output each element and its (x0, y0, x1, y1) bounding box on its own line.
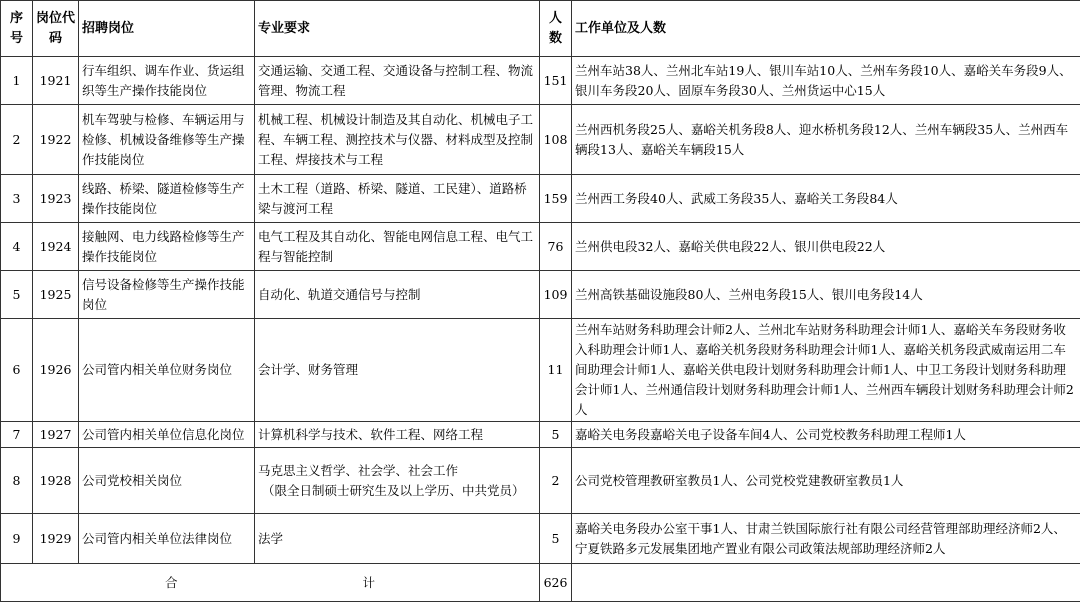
cell-count: 11 (540, 319, 572, 422)
header-row (1, 1, 1080, 57)
cell-position: 公司管内相关单位信息化岗位 (79, 422, 255, 448)
cell-seq: 3 (1, 175, 33, 223)
cell-units: 兰州西机务段25人、嘉峪关机务段8人、迎水桥机务段12人、兰州车辆段35人、兰州西车辆段13人、嘉峪关车辆段15人 (572, 105, 1080, 175)
header-units: 工作单位及人数 (572, 1, 1080, 57)
cell-code: 1922 (33, 105, 79, 175)
cell-count: 151 (540, 57, 572, 105)
cell-code: 1927 (33, 422, 79, 448)
header-count: 人数 (540, 1, 572, 57)
cell-seq: 2 (1, 105, 33, 175)
cell-code: 1924 (33, 223, 79, 271)
header-position: 招聘岗位 (79, 1, 255, 57)
cell-seq: 5 (1, 271, 33, 319)
cell-units: 兰州车站38人、兰州北车站19人、银川车站10人、兰州车务段10人、嘉峪关车务段9人、银川车务段20人、固原车务段30人、兰州货运中心15人 (572, 57, 1080, 105)
cell-count: 5 (540, 422, 572, 448)
major-text: 马克思主义哲学、社会学、社会工作 (258, 461, 536, 481)
cell-major: 交通运输、交通工程、交通设备与控制工程、物流管理、物流工程 (255, 57, 540, 105)
cell-major: 自动化、轨道交通信号与控制 (255, 271, 540, 319)
cell-major: 土木工程（道路、桥梁、隧道、工民建）、道路桥梁与渡河工程 (255, 175, 540, 223)
cell-major: 机械工程、机械设计制造及其自动化、机械电子工程、车辆工程、测控技术与仪器、材料成型及控制工程、焊接技术与工程 (255, 105, 540, 175)
cell-units: 公司党校管理教研室教员1人、公司党校党建教研室教员1人 (572, 448, 1080, 514)
major-note: （限全日制硕士研究生及以上学历、中共党员） (258, 481, 536, 501)
cell-major (255, 448, 540, 514)
cell-units: 嘉峪关电务段嘉峪关电子设备车间4人、公司党校教务科助理工程师1人 (572, 422, 1080, 448)
table-row (1, 223, 1080, 271)
header-code: 岗位代码 (33, 1, 79, 57)
cell-count: 5 (540, 514, 572, 564)
cell-units: 兰州西工务段40人、武威工务段35人、嘉峪关工务段84人 (572, 175, 1080, 223)
cell-position: 行车组织、调车作业、货运组织等生产操作技能岗位 (79, 57, 255, 105)
header-seq: 序号 (1, 1, 33, 57)
cell-position: 公司管内相关单位财务岗位 (79, 319, 255, 422)
table-row (1, 175, 1080, 223)
total-count: 626 (540, 564, 572, 602)
table-row (1, 422, 1080, 448)
cell-count: 159 (540, 175, 572, 223)
cell-units: 兰州供电段32人、嘉峪关供电段22人、银川供电段22人 (572, 223, 1080, 271)
cell-code: 1925 (33, 271, 79, 319)
cell-position: 线路、桥梁、隧道检修等生产操作技能岗位 (79, 175, 255, 223)
cell-code: 1928 (33, 448, 79, 514)
cell-position: 信号设备检修等生产操作技能岗位 (79, 271, 255, 319)
cell-units: 兰州车站财务科助理会计师2人、兰州北车站财务科助理会计师1人、嘉峪关车务段财务收入科助理会计师1人、嘉峪关机务段财务科助理会计师1人、嘉峪关机务段武威南运用二车间助理会计师1人、嘉峪关供电段计划财务科助理会计师1人、中卫工务段计划财务科助理会计师1人、兰州通信段计划财务科助理会计师1人、兰州西车辆段计划财务科助理会计师2人 (572, 319, 1080, 422)
cell-major: 电气工程及其自动化、智能电网信息工程、电气工程与智能控制 (255, 223, 540, 271)
cell-code: 1921 (33, 57, 79, 105)
table-row (1, 448, 1080, 514)
cell-major: 计算机科学与技术、软件工程、网络工程 (255, 422, 540, 448)
header-major: 专业要求 (255, 1, 540, 57)
cell-seq: 4 (1, 223, 33, 271)
cell-position: 机车驾驶与检修、车辆运用与检修、机械设备维修等生产操作技能岗位 (79, 105, 255, 175)
table-row (1, 105, 1080, 175)
cell-seq: 1 (1, 57, 33, 105)
cell-seq: 7 (1, 422, 33, 448)
cell-count: 2 (540, 448, 572, 514)
cell-count: 76 (540, 223, 572, 271)
cell-position: 接触网、电力线路检修等生产操作技能岗位 (79, 223, 255, 271)
cell-position: 公司管内相关单位法律岗位 (79, 514, 255, 564)
cell-units: 嘉峪关电务段办公室干事1人、甘肃兰铁国际旅行社有限公司经营管理部助理经济师2人、宁夏铁路多元发展集团地产置业有限公司政策法规部助理经济师2人 (572, 514, 1080, 564)
total-label: 合计 (165, 573, 375, 593)
cell-count: 109 (540, 271, 572, 319)
table-row (1, 271, 1080, 319)
cell-seq: 6 (1, 319, 33, 422)
cell-seq: 9 (1, 514, 33, 564)
cell-major: 法学 (255, 514, 540, 564)
cell-units: 兰州高铁基础设施段80人、兰州电务段15人、银川电务段14人 (572, 271, 1080, 319)
cell-major: 会计学、财务管理 (255, 319, 540, 422)
cell-code: 1923 (33, 175, 79, 223)
table-row (1, 319, 1080, 422)
cell-code: 1926 (33, 319, 79, 422)
table-row (1, 57, 1080, 105)
cell-count: 108 (540, 105, 572, 175)
cell-seq: 8 (1, 448, 33, 514)
cell-position: 公司党校相关岗位 (79, 448, 255, 514)
cell-code: 1929 (33, 514, 79, 564)
table-row (1, 514, 1080, 564)
